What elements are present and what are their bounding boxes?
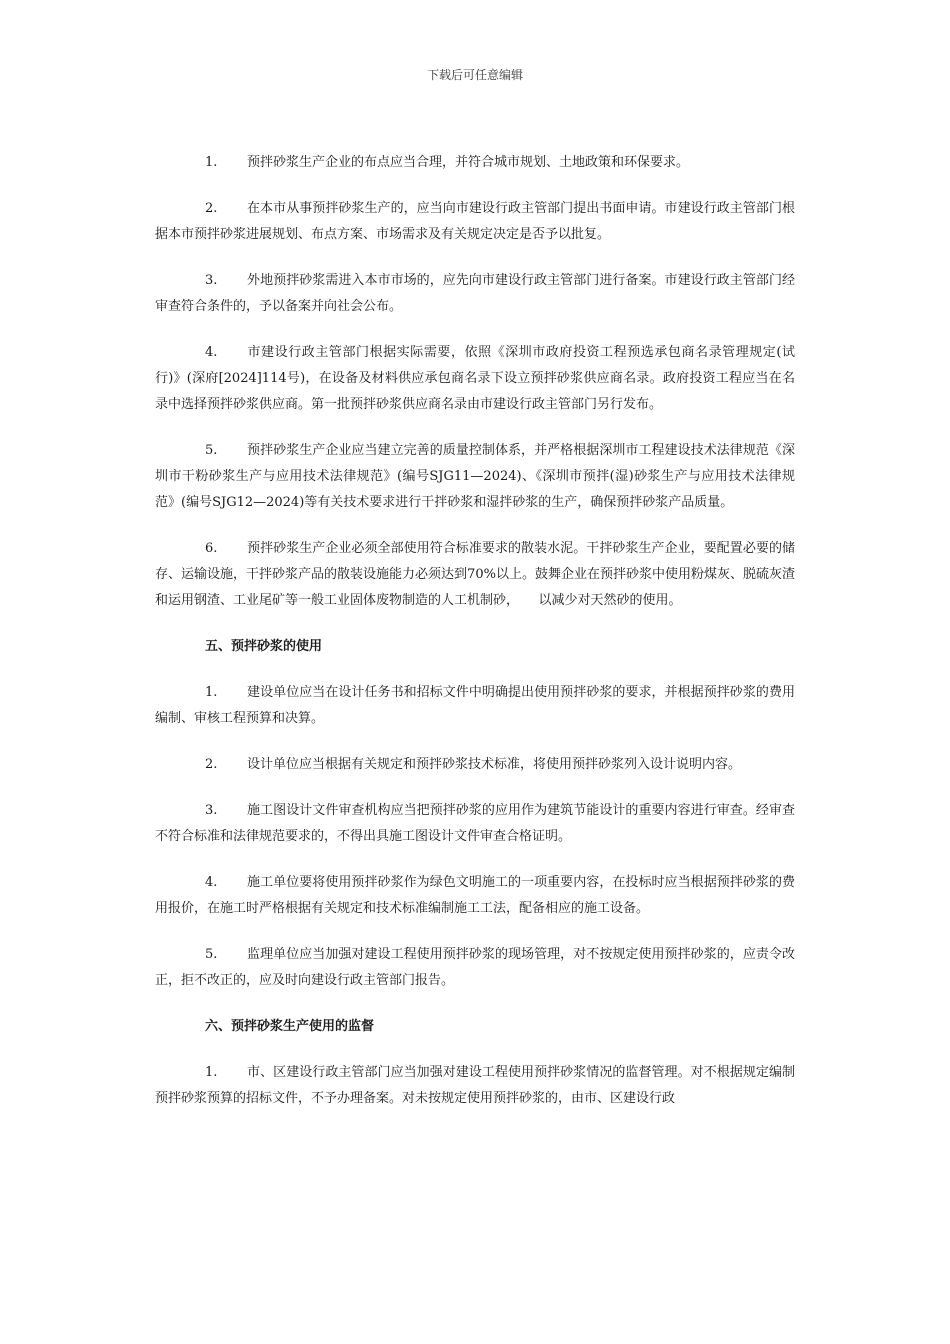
- paragraph: [155, 438, 795, 516]
- page-header: 下载后可任意编辑: [426, 68, 523, 82]
- paragraph-number: 3.: [205, 803, 218, 818]
- paragraph-number: 2.: [205, 757, 218, 772]
- paragraph-number: 2.: [205, 201, 218, 216]
- paragraph-number: 4.: [205, 875, 218, 890]
- paragraph-text: 市、区建设行政主管部门应当加强对建设工程使用预拌砂浆情况的监督管理。对不根据规定编制预拌砂浆预算的招标文件，不予办理备案。对未按规定使用预拌砂浆的，由市、区建设行政: [155, 1065, 795, 1106]
- paragraph-text: 预拌砂浆生产企业必须全部使用符合标准要求的散装水泥。干拌砂浆生产企业，要配置必要的储存、运输设施，干拌砂浆产品的散装设施能力必须达到70%以上。鼓舞企业在预拌砂浆中使用粉煤灰、脱硫灰渣和运用钢渣、工业尾矿等一般工业固体废物制造的人工机制砂， 以减少对天然砂的使用。: [155, 541, 795, 608]
- paragraph-number: 4.: [205, 345, 218, 360]
- paragraph: [155, 942, 795, 994]
- paragraph-text: 预拌砂浆生产企业的布点应当合理，并符合城市规划、土地政策和环保要求。: [247, 155, 690, 170]
- section-heading: 五、预拌砂浆的使用: [205, 639, 323, 654]
- document-body: [155, 150, 795, 1132]
- paragraph-text: 预拌砂浆生产企业应当建立完善的质量控制体系，并严格根据深圳市工程建设技术法律规范《深圳市干粉砂浆生产与应用技术法律规范》(编号SJG11—2024)、《深圳市预拌(湿)砂浆生产与应用技术法律规范》(编号SJG12—2024)等有关技术要求进行干拌砂浆和湿拌砂浆的生产，确保预拌砂浆产品质量。: [155, 443, 795, 510]
- paragraph: [155, 870, 795, 922]
- paragraph: [155, 798, 795, 850]
- paragraph-number: 6.: [205, 541, 218, 556]
- paragraph-number: 5.: [205, 443, 218, 458]
- paragraph: [155, 340, 795, 418]
- paragraph-number: 1.: [205, 685, 218, 700]
- paragraph-text: 监理单位应当加强对建设工程使用预拌砂浆的现场管理，对不按规定使用预拌砂浆的，应责令改正，拒不改正的，应及时向建设行政主管部门报告。: [155, 947, 795, 988]
- paragraph-text: 建设单位应当在设计任务书和招标文件中明确提出使用预拌砂浆的要求，并根据预拌砂浆的费用编制、审核工程预算和决算。: [155, 685, 795, 726]
- paragraph: [155, 150, 795, 176]
- paragraph-text: 施工图设计文件审查机构应当把预拌砂浆的应用作为建筑节能设计的重要内容进行审查。经审查不符合标准和法律规范要求的，不得出具施工图设计文件审查合格证明。: [155, 803, 795, 844]
- paragraph-number: 1.: [205, 1065, 218, 1080]
- paragraph-number: 5.: [205, 947, 218, 962]
- paragraph: [155, 536, 795, 614]
- paragraph-number: 1.: [205, 155, 218, 170]
- paragraph: [155, 196, 795, 248]
- paragraph: [155, 268, 795, 320]
- paragraph-text: 施工单位要将使用预拌砂浆作为绿色文明施工的一项重要内容，在投标时应当根据预拌砂浆的费用报价，在施工时严格根据有关规定和技术标准编制施工工法，配备相应的施工设备。: [155, 875, 795, 916]
- paragraph-text: 外地预拌砂浆需进入本市市场的，应先向市建设行政主管部门进行备案。市建设行政主管部门经审查符合条件的，予以备案并向社会公布。: [155, 273, 795, 314]
- paragraph-text: 市建设行政主管部门根据实际需要，依照《深圳市政府投资工程预选承包商名录管理规定(试行)》(深府[2024]114号)，在设备及材料供应承包商名录下设立预拌砂浆供应商名录。政府投资工程应当在名录中选择预拌砂浆供应商。第一批预拌砂浆供应商名录由市建设行政主管部门另行发布。: [155, 345, 795, 412]
- paragraph-text: 在本市从事预拌砂浆生产的，应当向市建设行政主管部门提出书面申请。市建设行政主管部门根据本市预拌砂浆进展规划、布点方案、市场需求及有关规定决定是否予以批复。: [155, 201, 795, 242]
- paragraph: [155, 752, 795, 778]
- paragraph: [155, 1060, 795, 1112]
- paragraph-text: 设计单位应当根据有关规定和预拌砂浆技术标准，将使用预拌砂浆列入设计说明内容。: [247, 757, 742, 772]
- section-heading: 六、预拌砂浆生产使用的监督: [205, 1019, 375, 1034]
- paragraph-number: 3.: [205, 273, 218, 288]
- paragraph: [155, 680, 795, 732]
